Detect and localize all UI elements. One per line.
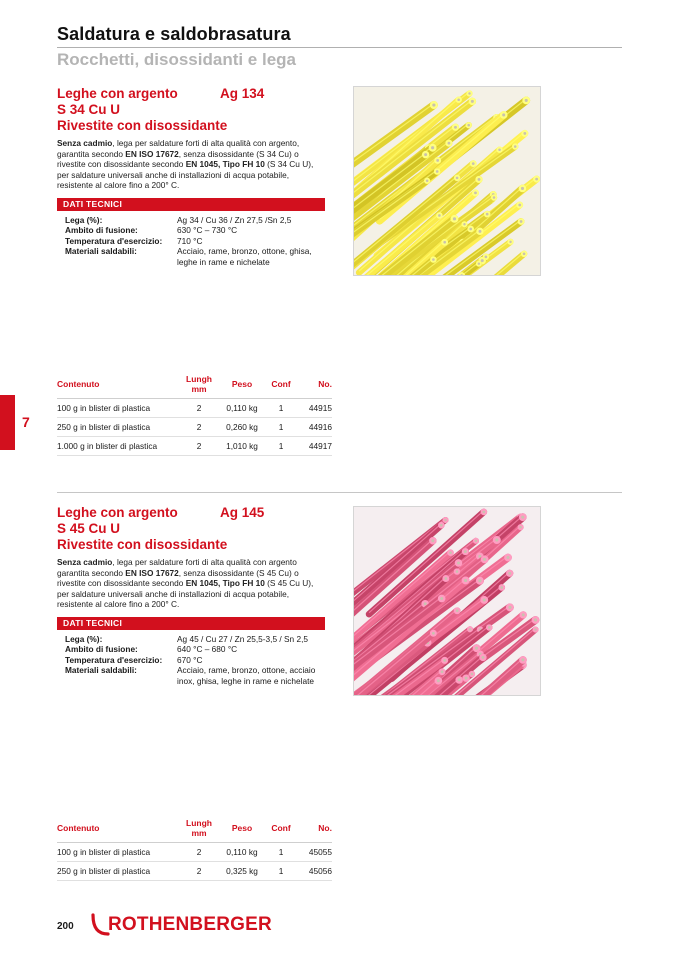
rod-core [521,516,524,519]
rod-core [437,679,440,682]
rod-core [469,228,472,231]
rod-core [467,124,470,127]
rod-core [449,551,452,554]
rod-core [534,618,537,621]
rod-core [431,146,434,149]
col-contenuto: Contenuto [57,814,178,842]
product-photo-pink-rods [353,506,541,696]
dati-tecnici-header: DATI TECNICI [57,617,325,630]
rod-core [502,113,505,116]
table-row: 100 g in blister di plastica 2 0,110 kg 1 44915 [57,398,332,417]
rod-core [468,92,470,94]
rod-core [514,145,517,148]
col-lungh: Lungh mm [178,370,220,398]
dati-tecnici-header: DATI TECNICI [57,198,325,211]
rod-core [488,626,491,629]
product-code: Ag 145 [220,505,265,520]
product-family: Leghe con argento [57,86,178,101]
rod-core [508,572,511,575]
section-divider [57,492,622,493]
rod-core [475,647,478,650]
rod-core [443,241,446,244]
rod-core [458,678,461,681]
rod-core [453,217,456,220]
rod-core [448,142,451,145]
product-section-ag145 [57,505,632,686]
rod-core [464,579,467,582]
rod-core [523,253,526,256]
product-title-line2: S 45 Cu U [57,521,121,536]
chapter-tab [0,395,15,450]
rod-core [506,556,509,559]
col-conf: Conf [264,370,298,398]
rod-core [522,613,525,616]
spec-row: Ambito di fusione: 630 °C – 730 °C [65,225,238,236]
spec-row: Ambito di fusione: 640 °C – 680 °C [65,644,238,655]
rod-core [424,602,427,605]
rod-core [519,526,521,528]
rod-core [432,258,435,261]
product-description: Senza cadmio, lega per saldature forti di alta qualità con argento garantita secondo EN ISO 17672, senza disossidante (S 45 Cu) o rivestite con disossidante secondo EN 1045, Tipo FH 10 (S 45 Cu U), per saldature universali anche di installazioni di acqua potabile, resistente al calore fino a 200° C. [57,557,314,610]
rod-core [436,170,439,173]
col-lungh: Lungh mm [178,814,220,842]
rod-core [469,628,471,630]
page-subtitle: Rocchetti, disossidanti e lega [57,50,297,69]
table-header-row [57,814,332,842]
rod-core [443,659,446,662]
rod-core [457,98,460,101]
rod-core [472,162,475,165]
title-divider [57,47,622,48]
rod-core [518,204,521,207]
rod-core [463,223,465,225]
rod-core [498,148,501,151]
rod-core [424,153,427,156]
rod-core [465,677,468,680]
product-photo-yellow-rods [353,86,541,276]
col-conf: Conf [264,814,298,842]
rod-core [485,256,488,259]
product-table-ag145 [57,814,332,881]
rod-core [483,598,486,601]
rod-core [454,126,457,129]
col-no: No. [298,370,332,398]
spec-row: Temperatura d'esercizio: 670 °C [65,654,203,665]
rod-core [440,524,443,527]
table-row: 250 g in blister di plastica 2 0,325 kg 1 45056 [57,861,332,880]
rod-core [456,609,459,612]
rod-core [456,177,459,180]
rod-core [483,511,486,514]
rod-core [478,263,480,265]
rod-core [500,586,503,589]
rod-core [495,538,498,541]
product-family: Leghe con argento [57,505,178,520]
rod-core [479,230,482,233]
table-row: 100 g in blister di plastica 2 0,110 kg 1 45055 [57,842,332,861]
brand-name: ROTHENBERGER [108,914,272,935]
spec-row: Lega (%): Ag 45 / Cu 27 / Zn 25,5-3,5 / Sn 2,5 [65,633,308,644]
rod-core [493,196,496,199]
rod-core [521,658,524,661]
rod-core [520,220,523,223]
table-row: 250 g in blister di plastica 2 0,260 kg 1 44916 [57,417,332,436]
rod-core [471,100,474,103]
col-no: No. [298,814,332,842]
page-title: Saldatura e saldobrasatura [57,24,291,44]
page-number: 200 [57,921,74,932]
rod-core [440,597,443,600]
rod-core [509,241,511,243]
rod-core [481,259,484,262]
rod-core [432,632,435,635]
spec-list [65,215,632,267]
product-title-line3: Rivestite con disossidante [57,537,228,552]
rod-core [478,579,481,582]
chapter-number: 7 [22,414,30,430]
rod-core [456,570,459,573]
rod-core [431,539,434,542]
product-code: Ag 134 [220,86,265,101]
rod-core [523,132,526,135]
table-row: 1.000 g in blister di plastica 2 1,010 kg 1 44917 [57,436,332,455]
col-contenuto: Contenuto [57,370,178,398]
rod-core [474,191,477,194]
product-title-line3: Rivestite con disossidante [57,118,228,133]
rod-core [535,178,538,181]
rod-core [486,213,489,216]
product-title-line2: S 34 Cu U [57,102,121,117]
spec-row: Lega (%): Ag 34 / Cu 36 / Zn 27,5 /Sn 2,5 [65,214,292,225]
spec-row: Temperatura d'esercizio: 710 °C [65,235,203,246]
rod-core [436,159,439,162]
rod-core [483,558,486,561]
rod-core [457,561,460,564]
spec-list [65,634,632,686]
brand-logo [90,912,272,938]
spec-row: Materiali saldabili: Acciaio, rame, bronzo, ottone, ghisa, leghe in rame e nichelate [65,246,312,267]
rod-core [432,103,435,106]
spec-row: Materiali saldabili: Acciaio, rame, bronzo, ottone, acciaio inox, ghisa, leghe in rame e nichelate [65,665,316,686]
rod-core [534,628,536,630]
product-section-ag134 [57,86,632,267]
rod-core [525,99,528,102]
rod-core [464,550,467,553]
rod-core [426,180,429,183]
rod-core [475,540,477,542]
col-peso: Peso [220,370,264,398]
rod-core [481,656,484,659]
rod-core [444,577,447,580]
rod-core [478,178,481,181]
table-header-row [57,370,332,398]
rod-core [441,670,444,673]
product-title-line1 [57,505,632,521]
rod-core [471,673,474,676]
rod-core [508,606,511,609]
rod-core [444,519,446,521]
col-peso: Peso [220,814,264,842]
rod-core [521,187,524,190]
product-table-ag134 [57,370,332,456]
product-description: Senza cadmio, lega per saldature forti di alta qualità con argento, garantita secondo EN ISO 17672, senza disossidante (S 34 Cu) o rivestite con disossidante secondo EN 1045, Tipo FH 10 (S 34 Cu U), per saldature universali anche di installazioni di acqua potabile, resistente al calore fino a 200° C. [57,138,314,191]
rod-core [438,214,441,217]
product-title-line1 [57,86,632,102]
